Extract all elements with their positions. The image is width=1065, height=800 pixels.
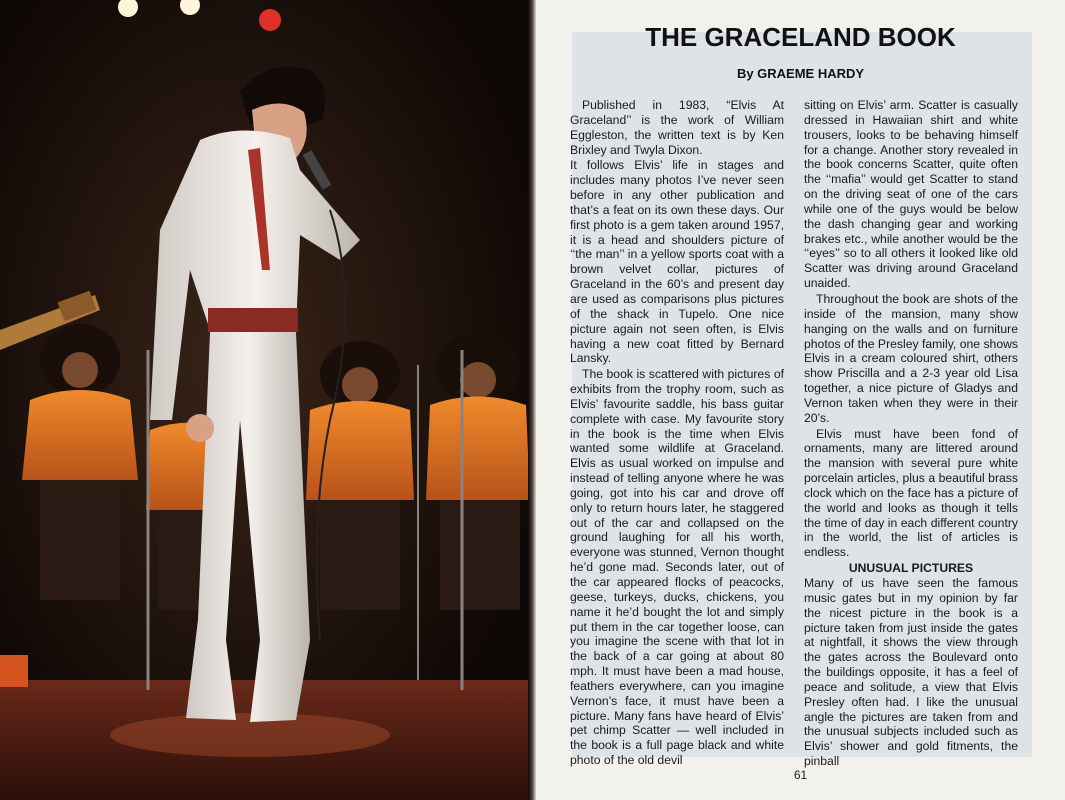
paragraph: Throughout the book are shots of the inside of the mansion, many show hanging on the walls and on furniture photos of the Presley family, one shows Elvis in a cream coloured shirt, others show Priscilla and a 2-3 year old Lisa together, a nice picture of Gladys and Vernon taken when they were in their 20’s. — [804, 291, 1018, 425]
article-column-left — [570, 98, 784, 768]
article-column-right — [804, 98, 1018, 769]
paragraph: sitting on Elvis’ arm. Scatter is casually dressed in Hawaiian shirt and white trousers, looks to be behaving himself for a change. Another story revealed in the book concerns Scatter, quite often the ‘‘mafia’’ would get Scatter to stand on the driving seat of one of the cars while one of the guys would be below the dash changing gear and working brakes etc., while another would be the ‘‘eyes’’ so to all others it looked like old Scatter was driving around Graceland unaided. — [804, 98, 1018, 291]
backing-singer — [426, 332, 530, 610]
concert-photo — [0, 0, 530, 800]
paragraph: Published in 1983, “Elvis At Graceland’’ is the work of William Eggleston, the written text is by Ken Brixley and Twyla Dixon. — [570, 98, 784, 157]
paragraph: Elvis must have been fond of ornaments, many are littered around the mansion with several pure white porcelain articles, plus a beautiful brass clock which on the face has a picture of the world and looks as though it tells the time of day in each different country in the world, the list of articles is endless. — [804, 426, 1018, 560]
stage-light — [259, 9, 281, 31]
article-byline: By GRAEME HARDY — [736, 66, 865, 81]
paragraph: It follows Elvis’ life in stages and includes many photos I’ve never seen before in any other publication and that’s a feat on its own these days. Our first photo is a gem taken around 1957, it is a head and shoulders picture of ‘‘the man’’ in a yellow sports coat with a brown velvet collar, pictures of Graceland in the 60’s and present day are used as comparisons plus pictures of the shack in Tupelo. One nice picture again not seen often, is Elvis having a new coat fitted by Bernard Lansky. — [570, 158, 784, 366]
concert-photo-illustration — [0, 0, 530, 800]
subheading: UNUSUAL PICTURES — [848, 561, 974, 576]
article-page — [536, 0, 1065, 800]
paragraph: Many of us have seen the famous music gates but in my opinion by far the nicest picture in the book is a picture taken from just inside the gates at nightfall, it shows the view through the gates across the Boulevard onto the buildings opposite, it has a feel of peace and solitude, a view that Elvis Presley often had. I like the unusual angle the pictures are taken from and the unusual subjects included such as Elvis’ shower and gold fitments, the pinball — [804, 576, 1018, 769]
paragraph: The book is scattered with pictures of exhibits from the trophy room, such as Elvis’ favourite saddle, his bass guitar complete with case. My favourite story in the book is the time when Elvis wanted some wildlife at Graceland. Elvis as usual worked on impulse and instead of telling anyone where he was going, got into his car and drove off only to return hours later, he staggered out of the car and collapsed on the ground laughing for all his worth, everyone was stunned, Vernon thought he’d gone mad. Seconds later, out of the car appeared flocks of peacocks, geese, turkeys, ducks, chickens, you name it he’d bought the lot and simply put them in the car together loose, can you imagine the scene with that lot in the back of a car going at about 80 mph. It must have been a mad house, feathers everywhere, can you imagine Vernon’s face, it must have been a picture. Many fans have heard of Elvis’ pet chimp Scatter — well included in the book is a full page black and white photo of the old devil — [570, 367, 784, 768]
page-number: 61 — [793, 768, 808, 782]
book-spine — [528, 0, 536, 800]
article-title: THE GRACELAND BOOK — [645, 22, 956, 52]
